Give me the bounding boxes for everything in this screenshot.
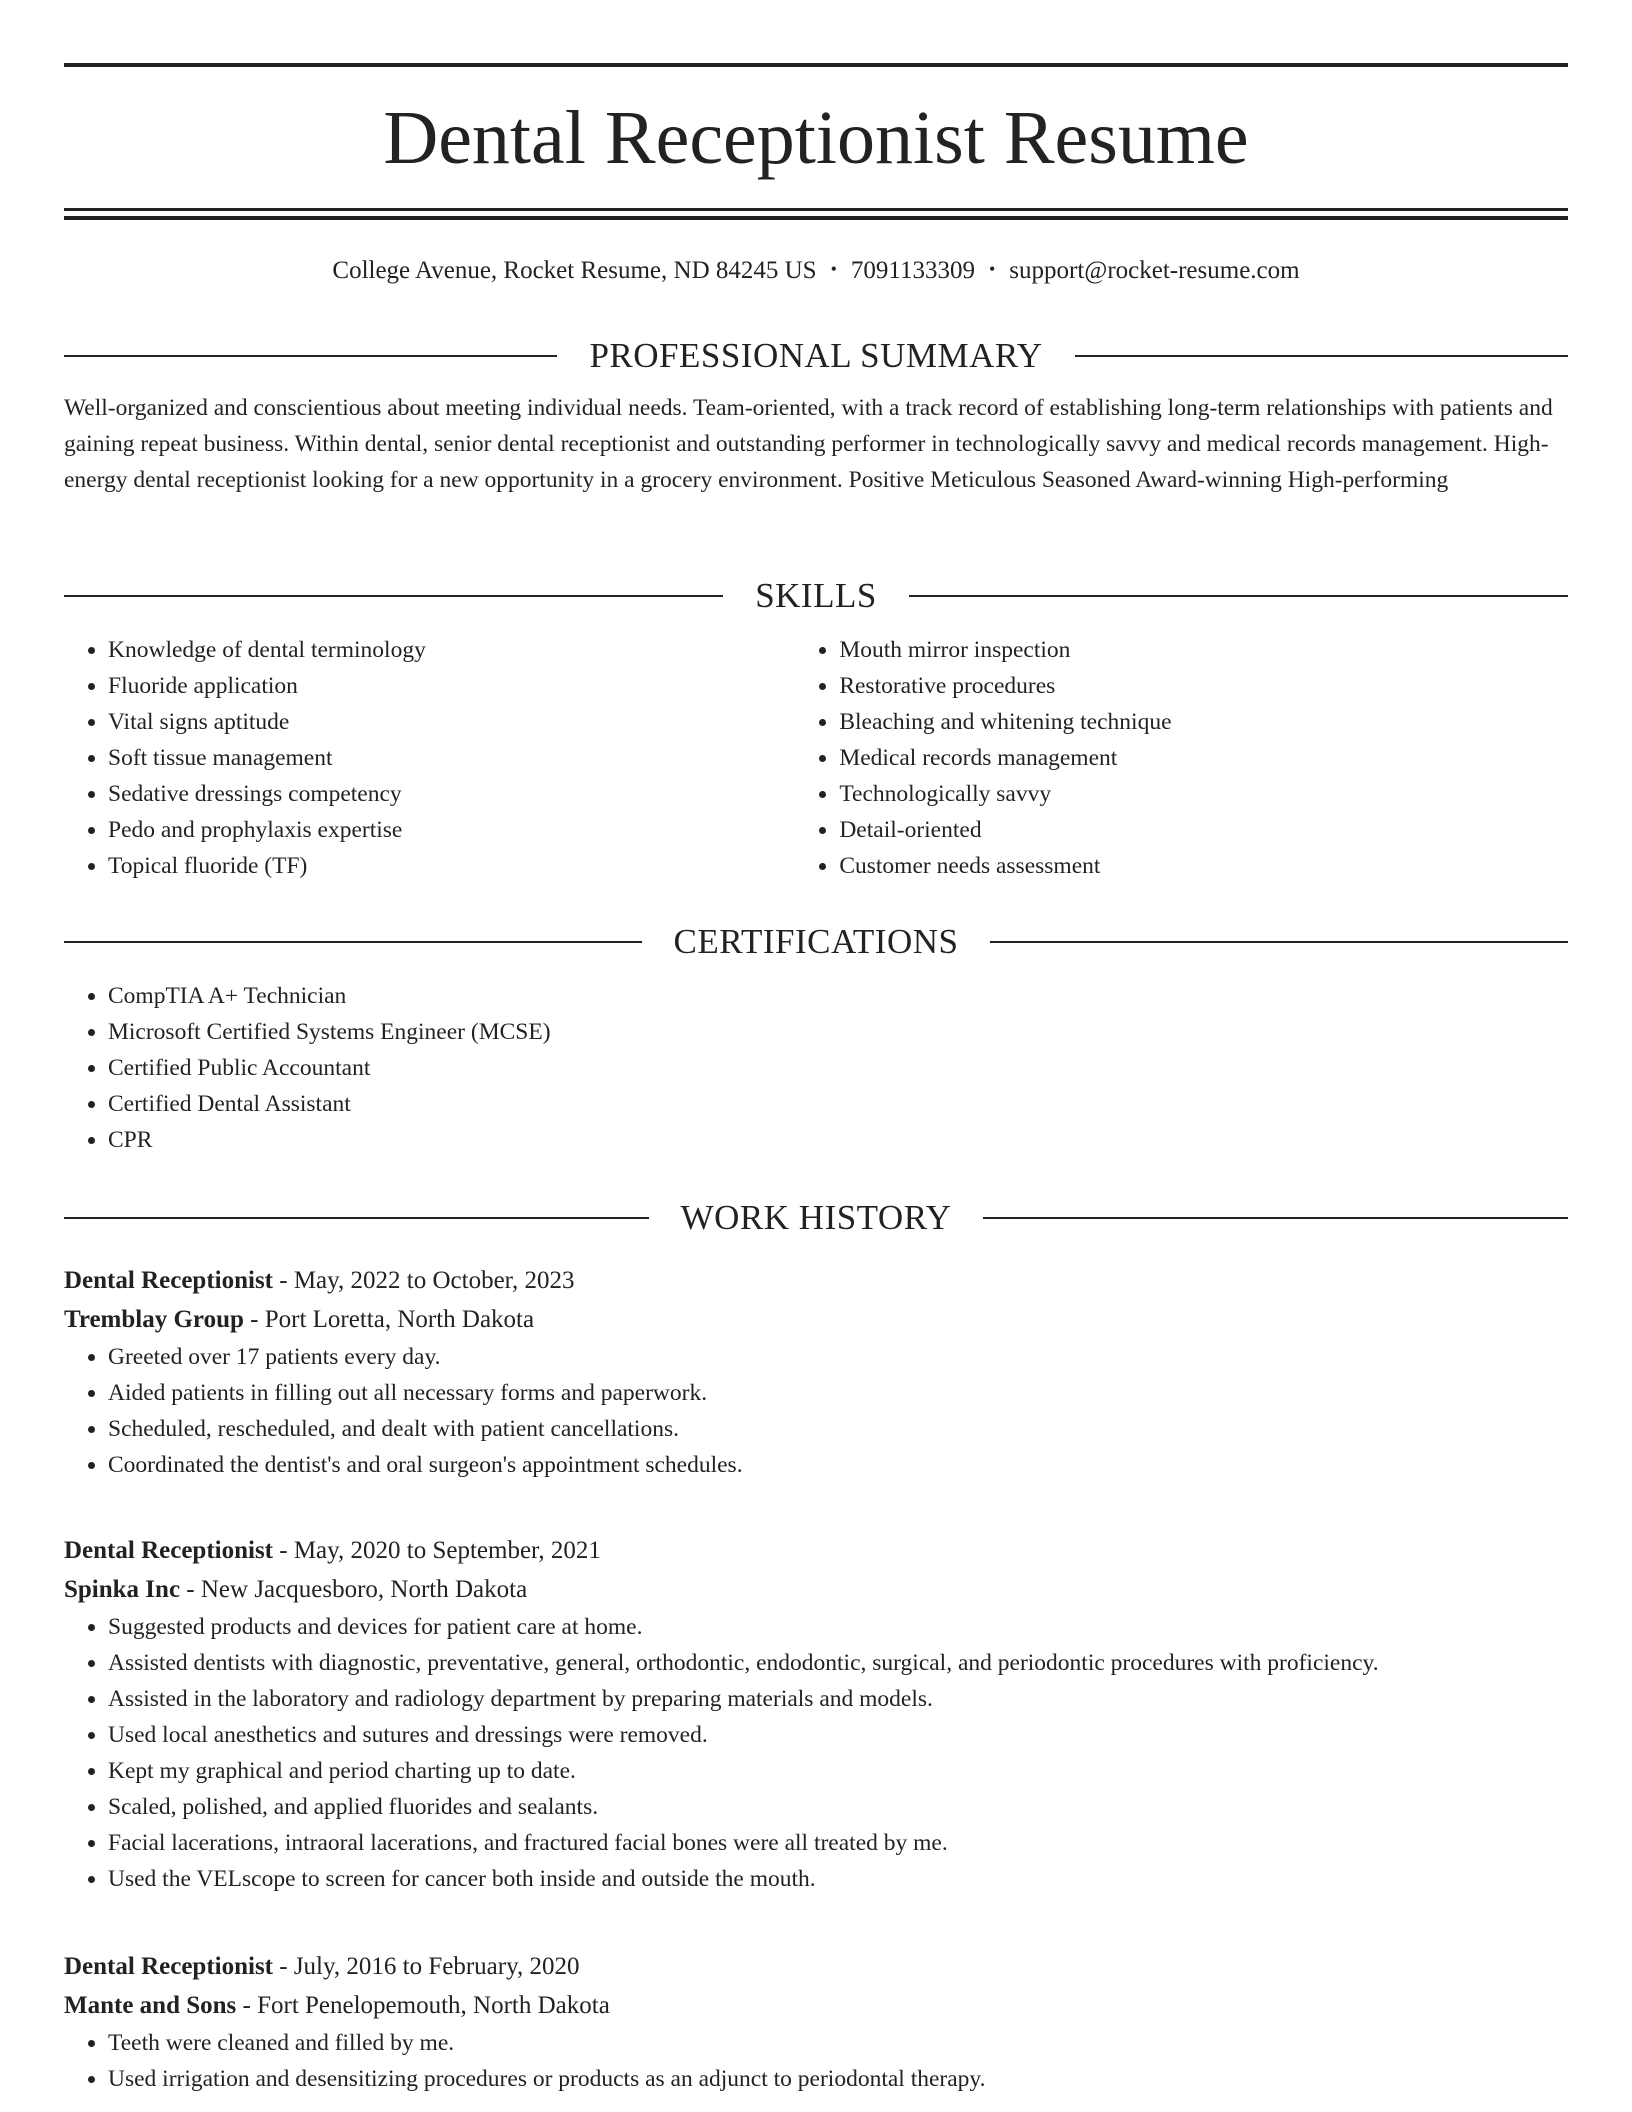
job-bullet: • Used the VELscope to screen for cancer both inside and outside the mouth.: [108, 1861, 1568, 1897]
skill-item: • Detail-oriented: [839, 812, 1568, 848]
job-title-line: [64, 1261, 1568, 1300]
job-dates: - May, 2022 to October, 2023: [273, 1267, 575, 1294]
resume-title: Dental Receptionist Resume: [383, 96, 1249, 180]
heading-rule-left: [64, 355, 557, 357]
job-bullets: [64, 2025, 1568, 2097]
skill-item: • Knowledge of dental terminology: [108, 632, 795, 668]
job-company: Tremblay Group: [64, 1306, 244, 1333]
job-bullet: • Coordinated the dentist's and oral surgeon's appointment schedules.: [108, 1447, 1568, 1483]
skill-item: • Medical records management: [839, 740, 1568, 776]
certification-item: • Certified Dental Assistant: [108, 1086, 1568, 1122]
title-rule-upper: [64, 208, 1568, 211]
job-bullets: [64, 1339, 1568, 1483]
heading-rule-left: [64, 595, 723, 597]
heading-rule-right: [990, 941, 1568, 943]
section-title: SKILLS: [755, 576, 877, 615]
heading-rule-left: [64, 1217, 649, 1219]
skill-item: • Fluoride application: [108, 668, 795, 704]
job-dates: - May, 2020 to September, 2021: [273, 1537, 601, 1564]
heading-rule-left: [64, 941, 642, 943]
skill-item: • Bleaching and whitening technique: [839, 704, 1568, 740]
certifications-heading: [64, 920, 1568, 964]
job-company: Mante and Sons: [64, 1992, 237, 2019]
job-entry: [64, 1261, 1568, 1483]
job-bullet: • Teeth were cleaned and filled by me.: [108, 2025, 1568, 2061]
contact-email: support@rocket-resume.com: [1009, 257, 1300, 284]
contact-phone: 7091133309: [850, 257, 975, 284]
section-title: WORK HISTORY: [680, 1198, 952, 1237]
summary-section: [64, 334, 1568, 498]
section-title: CERTIFICATIONS: [673, 922, 959, 961]
contact-separator: •: [830, 259, 837, 280]
skill-item: • Technologically savvy: [839, 776, 1568, 812]
job-bullets: [64, 1609, 1568, 1897]
job-location: - Port Loretta, North Dakota: [243, 1306, 535, 1333]
contact-address: College Avenue, Rocket Resume, ND 84245 US: [332, 257, 817, 284]
certifications-list: [64, 978, 1568, 1158]
skill-item: • Customer needs assessment: [839, 848, 1568, 884]
job-bullet: • Suggested products and devices for patient care at home.: [108, 1609, 1568, 1645]
job-bullet: • Used local anesthetics and sutures and dressings were removed.: [108, 1717, 1568, 1753]
summary-text: Well-organized and conscientious about meeting individual needs. Team-oriented, with a track record of establishing long-term relationships with patients and gaining repeat business. Within dental, senior dental receptionist and outstanding performer in technologically savvy and medical records management. High-energy dental receptionist looking for a new opportunity in a grocery environment. Positive Meticulous Seasoned Award-winning High-performing: [64, 395, 1553, 493]
job-company-line: [64, 1570, 1568, 1609]
job-dates: - July, 2016 to February, 2020: [273, 1953, 580, 1980]
job-bullet: • Aided patients in filling out all necessary forms and paperwork.: [108, 1375, 1568, 1411]
job-company: Spinka Inc: [64, 1576, 181, 1603]
work-history-section: [64, 1196, 1568, 1240]
certification-item: • CompTIA A+ Technician: [108, 978, 1568, 1014]
skills-columns: [64, 632, 1568, 884]
certification-item: • Certified Public Accountant: [108, 1050, 1568, 1086]
job-bullet: • Kept my graphical and period charting up to date.: [108, 1753, 1568, 1789]
job-company-line: [64, 1300, 1568, 1339]
work-history-heading: [64, 1196, 1568, 1240]
certifications-section: [64, 920, 1568, 1158]
contact-separator: •: [988, 259, 996, 280]
skills-list-right: [795, 632, 1568, 884]
job-title-line: [64, 1531, 1568, 1570]
job-title: Dental Receptionist: [64, 1267, 273, 1294]
skill-item: • Topical fluoride (TF): [108, 848, 795, 884]
skill-item: • Mouth mirror inspection: [839, 632, 1568, 668]
job-location: - Fort Penelopemouth, North Dakota: [236, 1992, 610, 2019]
skills-section: [64, 574, 1568, 884]
skill-item: • Restorative procedures: [839, 668, 1568, 704]
skill-item: • Sedative dressings competency: [108, 776, 795, 812]
job-location: - New Jacquesboro, North Dakota: [180, 1576, 528, 1603]
job-company-line: [64, 1986, 1568, 2025]
job-bullet: • Assisted in the laboratory and radiology department by preparing materials and models.: [108, 1681, 1568, 1717]
skill-item: • Vital signs aptitude: [108, 704, 795, 740]
skills-heading: [64, 574, 1568, 618]
job-entry: [64, 1531, 1568, 1897]
contact-line: [64, 254, 1568, 289]
job-bullet: • Greeted over 17 patients every day.: [108, 1339, 1568, 1375]
skills-list-left: [64, 632, 795, 884]
heading-rule-right: [1075, 355, 1568, 357]
skill-item: • Soft tissue management: [108, 740, 795, 776]
job-bullet: • Facial lacerations, intraoral lacerations, and fractured facial bones were all treated by me.: [108, 1825, 1568, 1861]
heading-rule-right: [983, 1217, 1568, 1219]
job-bullet: • Scaled, polished, and applied fluorides and sealants.: [108, 1789, 1568, 1825]
top-rule: [64, 63, 1568, 67]
job-entry: [64, 1947, 1568, 2097]
job-bullet: • Used irrigation and desensitizing procedures or products as an adjunct to periodontal therapy.: [108, 2061, 1568, 2097]
summary-heading: [64, 334, 1568, 378]
job-bullet: • Assisted dentists with diagnostic, preventative, general, orthodontic, endodontic, surgical, and periodontic procedures with proficiency.: [108, 1645, 1568, 1681]
certification-item: • Microsoft Certified Systems Engineer (MCSE): [108, 1014, 1568, 1050]
heading-rule-right: [909, 595, 1568, 597]
job-bullet: • Scheduled, rescheduled, and dealt with patient cancellations.: [108, 1411, 1568, 1447]
skill-item: • Pedo and prophylaxis expertise: [108, 812, 795, 848]
job-title: Dental Receptionist: [64, 1537, 273, 1564]
certification-item: • CPR: [108, 1122, 1568, 1158]
section-title: PROFESSIONAL SUMMARY: [589, 336, 1043, 375]
job-title-line: [64, 1947, 1568, 1986]
title-rule-lower: [64, 216, 1568, 220]
job-title: Dental Receptionist: [64, 1953, 273, 1980]
